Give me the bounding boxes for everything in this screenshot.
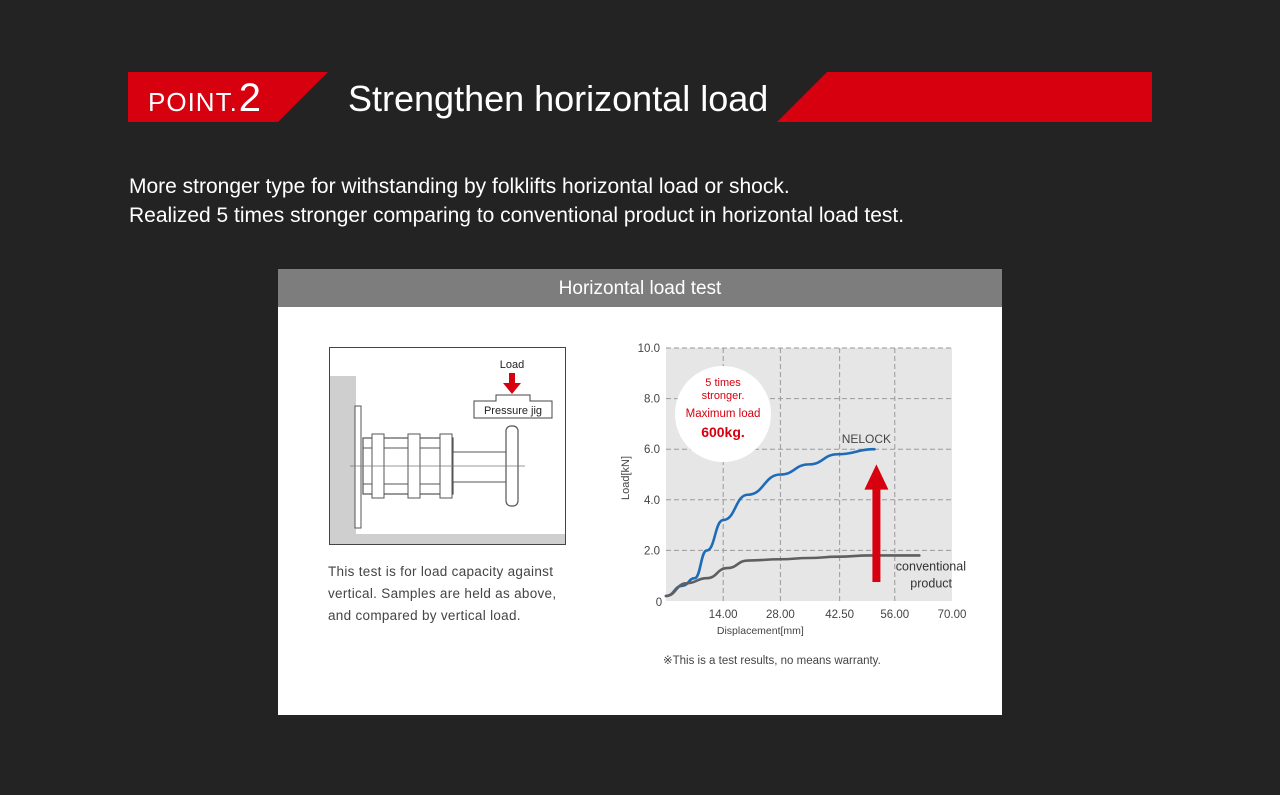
intro-line: Realized 5 times stronger comparing to conventional product in horizontal load test. [129,204,905,227]
x-tick-label: 70.00 [937,609,967,621]
callout-line: stronger. [701,390,745,402]
load-arrow-icon [509,373,515,384]
mount-plate [355,406,361,528]
conventional-label: product [910,576,952,591]
x-tick-label: 56.00 [880,609,910,621]
y-tick-label: 10.0 [637,343,660,355]
test-setup-illustration [330,348,565,544]
x-axis-title: Displacement[mm] [716,625,804,637]
y-tick-label: 6.0 [644,444,660,457]
point-number: 2 [238,76,263,120]
test-setup-diagram [329,347,566,545]
point-label: POINT. [148,87,238,117]
x-tick-label: 14.00 [708,609,738,621]
caption-line: and compared by vertical load. [328,608,521,623]
x-tick-label: 28.00 [766,609,795,621]
origin-label: 0 [655,597,663,609]
conventional-label: conventional [895,559,966,574]
test-caption [328,561,578,627]
intro-text [129,172,904,230]
caption-line: This test is for load capacity against [328,564,554,579]
y-tick-label: 8.0 [644,393,660,406]
test-panel [278,269,1002,715]
header-accent-right [777,72,1152,122]
y-tick-label: 4.0 [644,494,660,507]
y-tick-label: 2.0 [644,545,660,558]
up-arrow-icon [872,487,880,582]
footnote: ※This is a test results, no means warranty. [663,655,881,667]
callout-line: 5 times [705,377,741,389]
load-label: Load [499,359,525,371]
load-displacement-chart [598,339,978,639]
y-axis-title: Load[kN] [620,455,632,501]
floor [330,534,565,544]
caption-line: vertical. Samples are held as above, [328,586,557,601]
callout-line: Maximum load [685,408,761,420]
intro-line: More stronger type for withstanding by folklifts horizontal load or shock. [129,175,790,198]
wall [330,376,356,544]
load-arrow-head [503,383,521,394]
x-tick-label: 42.50 [825,609,855,621]
panel-title: Horizontal load test [278,269,1002,307]
pressure-jig-label: Pressure jig [483,405,543,417]
point-badge [148,72,262,122]
hinge-shaft [453,452,508,482]
section-title: Strengthen horizontal load [348,78,769,119]
nelock-label: NELOCK [841,432,892,447]
callout-max-load: 600kg. [701,424,745,440]
